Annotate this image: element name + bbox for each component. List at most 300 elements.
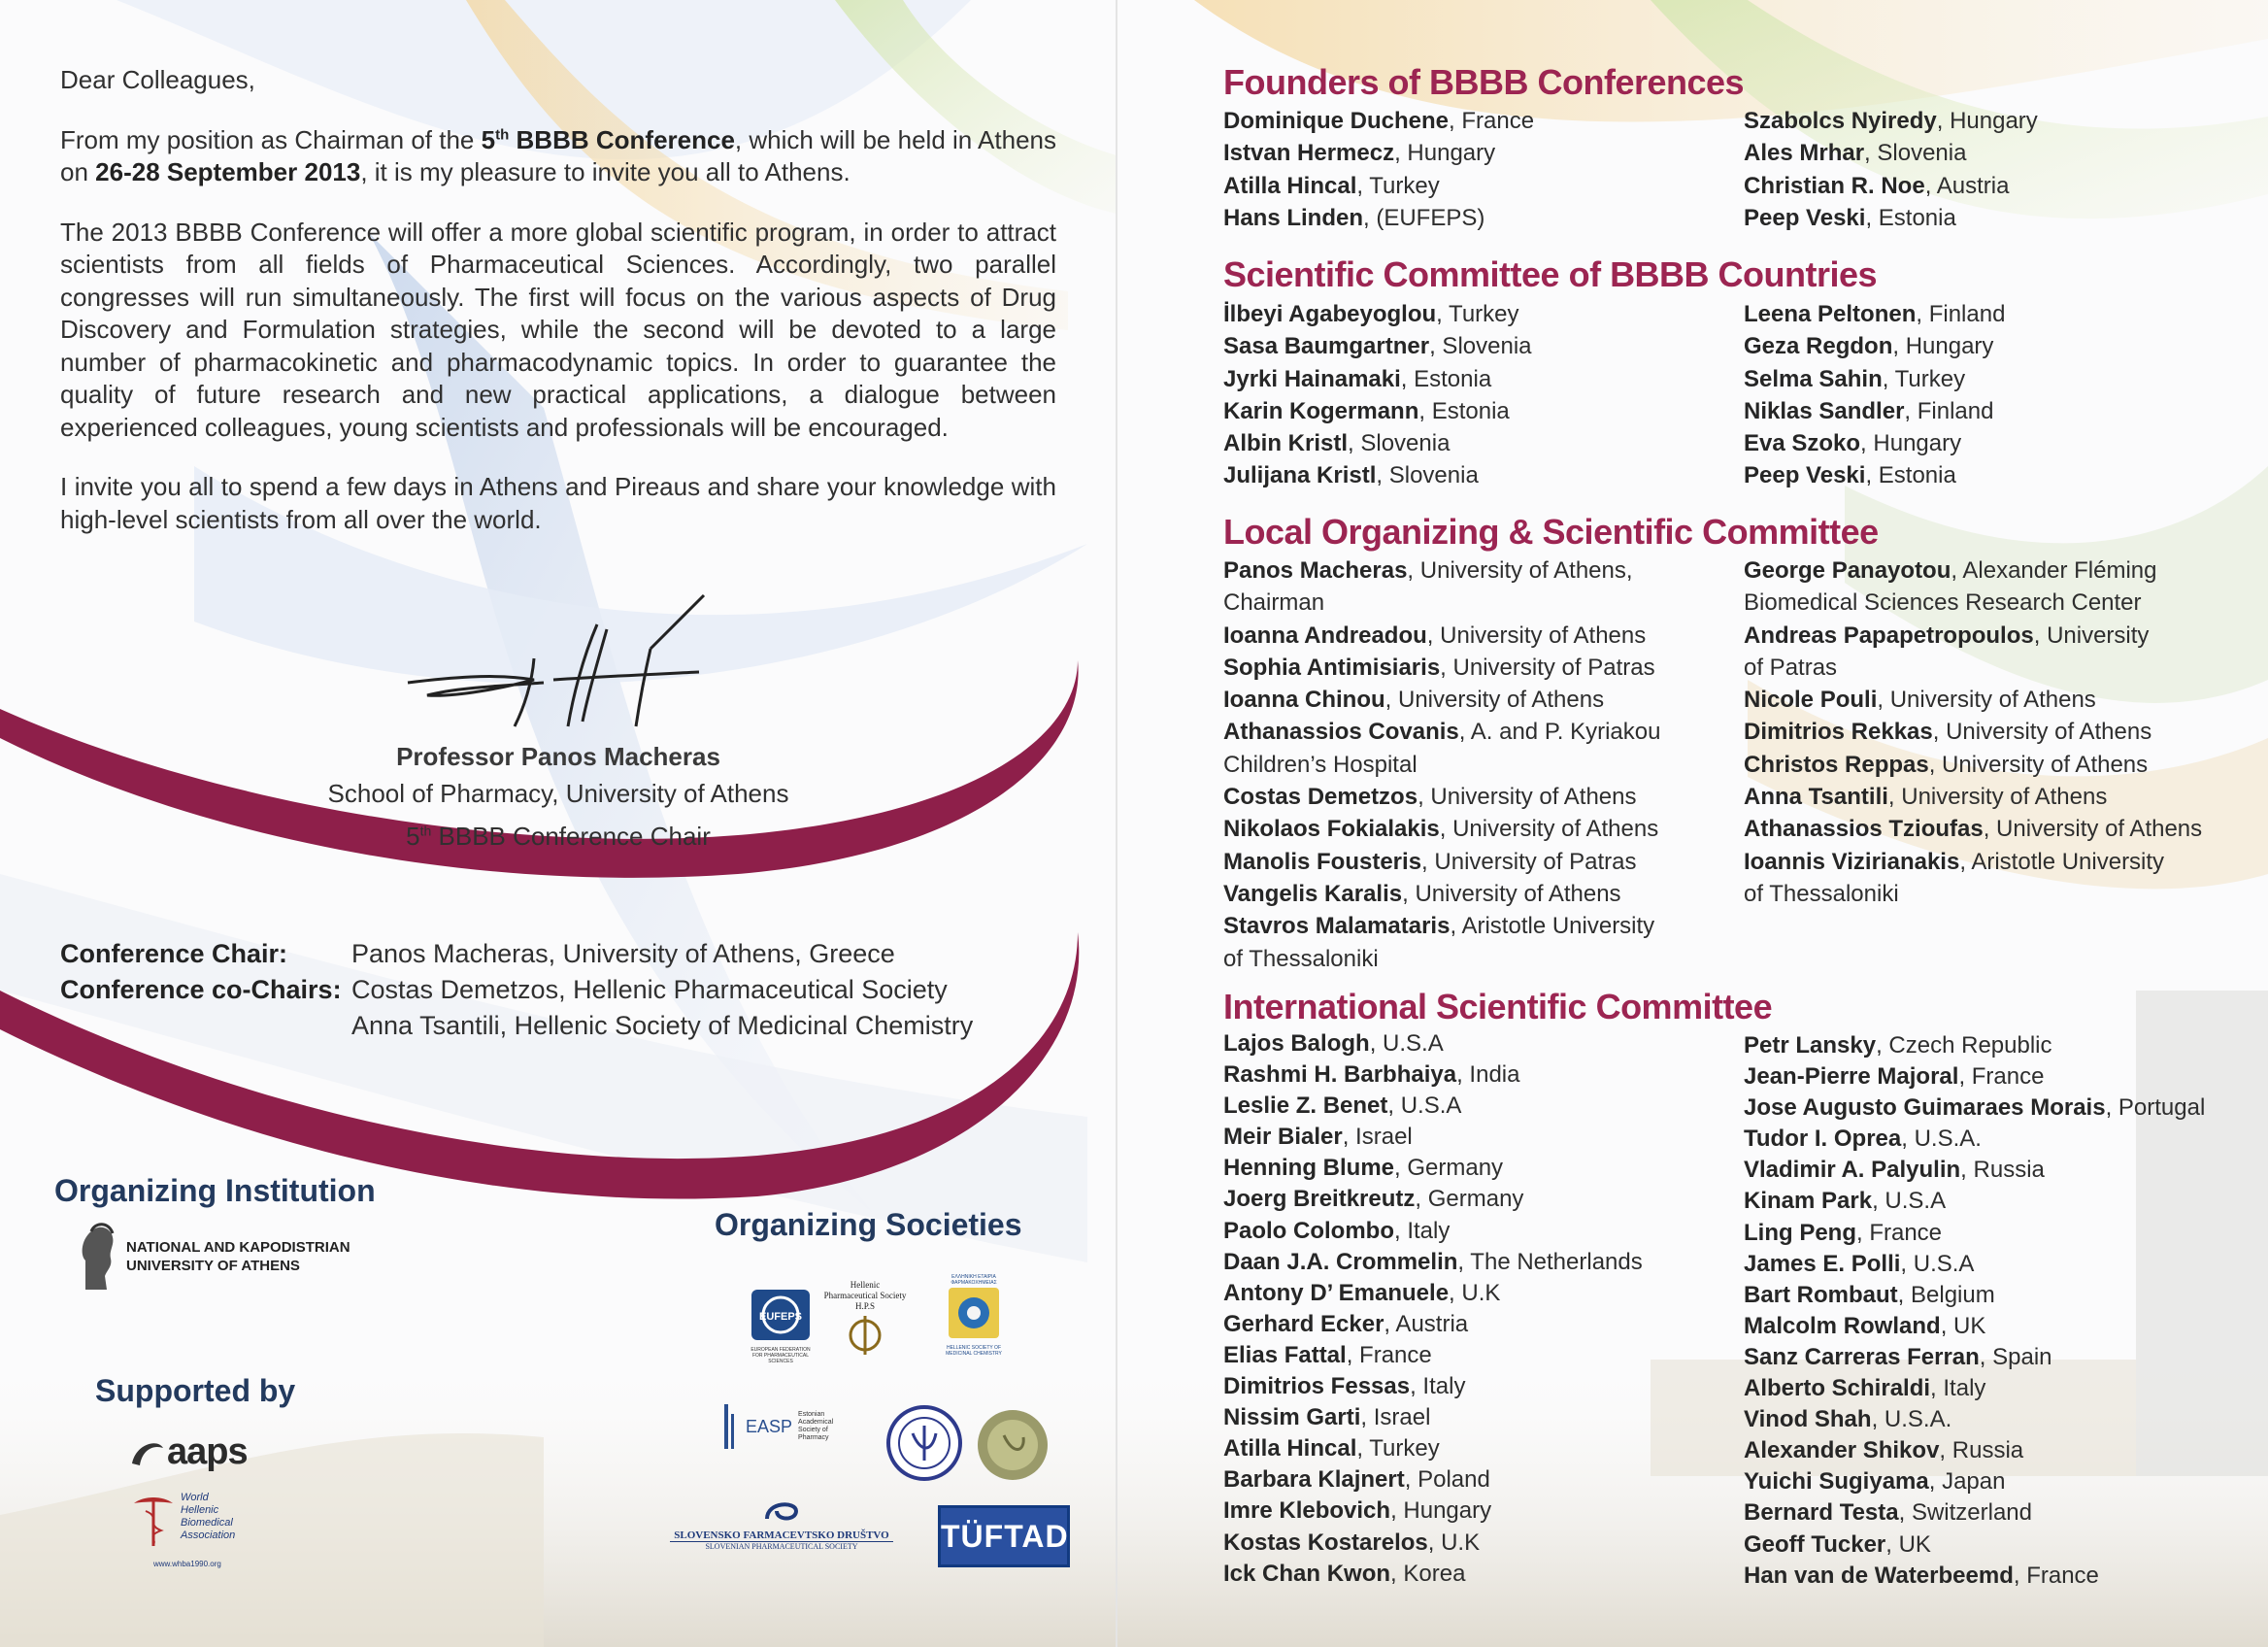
sfd-subtitle: SLOVENIAN PHARMACEUTICAL SOCIETY: [670, 1541, 893, 1551]
member-name: Vladimir A. Palyulin: [1744, 1157, 1961, 1184]
member-name: Han van de Waterbeemd: [1744, 1562, 2014, 1589]
member-name: Ioannis Vizirianakis: [1744, 848, 1960, 875]
committee-member: [1223, 1184, 1643, 1215]
caduceus-icon: [130, 1492, 177, 1548]
member-name: Karin Kogermann: [1223, 397, 1419, 424]
member-affiliation: , Hungary: [1860, 430, 1962, 457]
member-affiliation: Biomedical Sciences Research Center: [1744, 589, 2142, 617]
member-affiliation: , Aristotle University: [1450, 913, 1655, 940]
member-affiliation: Chairman: [1223, 589, 1325, 617]
right-panel: [1117, 0, 2268, 1647]
member-affiliation: , University of Athens,: [1407, 557, 1633, 584]
committee-member: [1744, 1497, 2205, 1529]
committee-member: [1744, 1404, 2205, 1435]
member-name: Jyrki Hainamaki: [1223, 365, 1401, 392]
sfd-logo: [670, 1496, 893, 1551]
committee-member: [1223, 1247, 1643, 1278]
member-affiliation: , U.S.A.: [1901, 1126, 1982, 1153]
member-affiliation: , Slovenia: [1864, 140, 1967, 167]
committee-member: [1223, 555, 1660, 587]
left-panel: [0, 0, 1117, 1647]
member-affiliation: , University of Athens: [1439, 816, 1659, 843]
committee-member: [1744, 1124, 2205, 1155]
member-affiliation: , India: [1456, 1061, 1520, 1089]
member-affiliation: , University of Athens: [1932, 719, 2152, 746]
member-name: Manolis Fousteris: [1223, 848, 1422, 875]
member-name: Sasa Baumgartner: [1223, 333, 1430, 360]
international-list-left: [1223, 1028, 1643, 1590]
member-name: Christian R. Noe: [1744, 172, 1925, 199]
member-affiliation: , U.S.A: [1369, 1030, 1444, 1057]
member-name: Malcolm Rowland: [1744, 1312, 1941, 1339]
committee-member: [1223, 684, 1660, 716]
hps-line-2: Pharmaceutical Society: [823, 1291, 907, 1300]
member-affiliation: , Slovenia: [1376, 462, 1479, 489]
handwritten-signature: [388, 590, 709, 736]
letter-paragraph-2: The 2013 BBBB Conference will offer a more global scientific program, in order to attract scientists from all fields of Pharmaceutical Sciences. Accordingly, two parallel congresses will run simultaneously. The first will focus on the various aspects of Drug Discovery and Formulation strategies, while the second will be devoted to a large number of pharmacokinetic and pharmacodynamic topics. In order to guarantee the quality of future research and new practical applications, a dialogue between experienced colleagues, young scientists and professionals will be encouraged.: [60, 217, 1056, 442]
whba-line-2: Hellenic: [181, 1504, 219, 1516]
member-name: Dominique Duchene: [1223, 108, 1450, 134]
member-name: Atilla Hincal: [1223, 1435, 1357, 1462]
member-affiliation: , Turkey: [1356, 1435, 1440, 1462]
member-affiliation: , Hungary: [1390, 1497, 1492, 1525]
committee-member: [1744, 684, 2202, 716]
easp-logo: [722, 1404, 856, 1449]
committee-member: [1744, 298, 2005, 330]
committee-member: [1744, 427, 2005, 459]
member-name: Nissim Garti: [1223, 1404, 1361, 1431]
aaps-logo: [128, 1431, 248, 1473]
member-affiliation: , Spain: [1979, 1343, 2052, 1370]
member-affiliation: , Estonia: [1400, 365, 1492, 392]
member-name: Leena Peltonen: [1744, 301, 1917, 327]
committee-member: [1223, 652, 1660, 684]
member-name: Julijana Kristl: [1223, 462, 1377, 489]
member-affiliation: , France: [1856, 1219, 1943, 1246]
eufeps-emblem-icon: [750, 1288, 812, 1342]
local-committee-list-right: [1744, 555, 2202, 910]
letter-paragraph-3: I invite you all to spend a few days in Athens and Pireaus and share your knowledge with high-level scientists from all over the world.: [60, 472, 1056, 534]
member-name: Selma Sahin: [1744, 365, 1883, 392]
member-affiliation: , (EUFEPS): [1363, 204, 1485, 231]
member-affiliation: , Germany: [1394, 1155, 1504, 1182]
international-committee-heading: International Scientific Committee: [1223, 987, 1773, 1026]
committee-member: [1223, 781, 1660, 813]
member-affiliation: , Estonia: [1865, 204, 1956, 231]
aaps-swirl-icon: [128, 1436, 167, 1469]
committee-member: [1744, 105, 2038, 137]
committee-member: [1223, 1496, 1643, 1527]
committee-member: [1744, 137, 2038, 169]
committee-member: [1744, 846, 2202, 878]
cochair-1: Costas Demetzos, Hellenic Pharmaceutical Society: [351, 975, 948, 1004]
committee-member: [1223, 1528, 1643, 1559]
member-affiliation: , U.S.A: [1387, 1092, 1462, 1120]
committee-member: [1744, 330, 2005, 362]
member-name: İlbeyi Agabeyoglou: [1223, 301, 1437, 327]
local-committee-list-left: [1223, 555, 1660, 975]
member-name: Albin Kristl: [1223, 430, 1349, 457]
easp-bars-icon: [722, 1404, 742, 1449]
member-name: Ioanna Andreadou: [1223, 622, 1427, 649]
member-affiliation: , Poland: [1404, 1466, 1490, 1494]
member-name: Ales Mrhar: [1744, 140, 1865, 167]
member-affiliation: , University of Patras: [1440, 654, 1655, 681]
hps-emblem-icon: [846, 1312, 884, 1357]
member-affiliation: , Austria: [1384, 1310, 1469, 1337]
committee-member: [1223, 1309, 1643, 1340]
member-name: Peep Veski: [1744, 462, 1866, 489]
local-committee-heading: Local Organizing & Scientific Committee: [1223, 512, 1879, 552]
member-name: Atilla Hincal: [1223, 172, 1357, 199]
member-affiliation: , Russia: [1960, 1157, 2045, 1184]
member-affiliation: Children’s Hospital: [1223, 751, 1418, 778]
member-affiliation: , Hungary: [1892, 333, 1994, 360]
member-affiliation: , Russia: [1939, 1437, 2024, 1464]
member-name: Sanz Carreras Ferran: [1744, 1343, 1980, 1370]
member-affiliation: , University of Athens: [1402, 880, 1621, 907]
whba-logo: [130, 1492, 235, 1548]
member-name: Panos Macheras: [1223, 557, 1408, 584]
committee-member: [1223, 330, 1532, 362]
member-affiliation: , Slovenia: [1348, 430, 1451, 457]
member-affiliation: , U.K: [1449, 1279, 1501, 1306]
hsmc-top-text: ΕΛΛΗΝΙΚΗ ΕΤΑΙΡΙΑ ΦΑΡΜΑΚΟΧΗΜΕΙΑΣ: [951, 1274, 997, 1286]
member-name: Yuichi Sugiyama: [1744, 1468, 1929, 1496]
chair-label: Conference Chair:: [60, 939, 288, 968]
member-affiliation: , University of Athens: [1887, 784, 2108, 811]
committee-member: [1744, 1280, 2205, 1311]
committee-member: [1223, 1153, 1643, 1184]
committee-member: [1744, 878, 2202, 910]
signer-role: 5th BBBB Conference Chair: [406, 822, 711, 851]
member-affiliation: , University of Athens: [1384, 687, 1605, 714]
member-affiliation: , University of Athens: [1928, 751, 2149, 778]
member-name: Ling Peng: [1744, 1219, 1856, 1246]
committee-member: [1223, 943, 1660, 975]
member-affiliation: , University of Athens: [1418, 784, 1637, 811]
member-name: Kinam Park: [1744, 1188, 1873, 1215]
member-name: Eva Szoko: [1744, 430, 1861, 457]
committee-member: [1223, 1433, 1643, 1464]
greeting: Dear Colleagues,: [60, 65, 255, 94]
member-affiliation: , Belgium: [1897, 1281, 1995, 1308]
member-name: Athanassios Covanis: [1223, 719, 1459, 746]
cochairs-label: Conference co-Chairs:: [60, 975, 342, 1004]
member-affiliation: , A. and P. Kyriakou: [1458, 719, 1661, 746]
committee-member: [1223, 813, 1660, 845]
member-affiliation: , Estonia: [1418, 397, 1510, 424]
committee-member: [1744, 716, 2202, 748]
member-name: Jean-Pierre Majoral: [1744, 1063, 1959, 1091]
member-name: Ioanna Chinou: [1223, 687, 1385, 714]
member-affiliation: , Italy: [1410, 1373, 1466, 1400]
letter-paragraph-1: From my position as Chairman of the 5th BBBB Conference, which will be held in Athens on 26-28 September 2013, it is my pleasure to invite you all to Athens.: [60, 124, 1057, 186]
member-name: Nikolaos Fokialakis: [1223, 816, 1440, 843]
whba-line-3: Biomedical: [181, 1517, 233, 1529]
international-list-right: [1744, 1030, 2205, 1592]
committee-member: [1223, 202, 1534, 234]
svg-text:EUFEPS: EUFEPS: [758, 1311, 803, 1323]
member-affiliation: of Thessaloniki: [1223, 945, 1379, 972]
committee-member: [1223, 1028, 1643, 1059]
committee-member: [1744, 781, 2202, 813]
scientific-bbbb-heading: Scientific Committee of BBBB Countries: [1223, 254, 1878, 294]
committee-member: [1744, 170, 2038, 202]
member-affiliation: , Czech Republic: [1876, 1032, 2052, 1059]
member-name: Geoff Tucker: [1744, 1530, 1886, 1558]
member-affiliation: , Slovenia: [1429, 333, 1532, 360]
committee-member: [1744, 459, 2005, 491]
member-name: Vangelis Karalis: [1223, 880, 1403, 907]
member-name: Christos Reppas: [1744, 751, 1929, 778]
committee-member: [1223, 395, 1532, 427]
committee-member: [1744, 1466, 2205, 1497]
member-name: Rashmi H. Barbhaiya: [1223, 1061, 1457, 1089]
committee-member: [1223, 1402, 1643, 1433]
member-affiliation: , Korea: [1390, 1560, 1466, 1587]
tuftad-logo: TÜFTAD: [938, 1505, 1070, 1567]
member-name: Tudor I. Oprea: [1744, 1126, 1902, 1153]
invitation-letter: [60, 64, 1056, 563]
member-name: Niklas Sandler: [1744, 397, 1905, 424]
member-affiliation: , U.K: [1427, 1529, 1481, 1556]
member-affiliation: , Israel: [1360, 1404, 1431, 1431]
member-name: Petr Lansky: [1744, 1032, 1877, 1059]
member-name: Lajos Balogh: [1223, 1030, 1370, 1057]
member-name: George Panayotou: [1744, 557, 1951, 584]
chair-value: Panos Macheras, University of Athens, Greece: [351, 939, 895, 968]
committee-member: [1223, 363, 1532, 395]
committee-member: [1744, 555, 2202, 587]
member-name: Dimitrios Rekkas: [1744, 719, 1933, 746]
whba-line-4: Association: [181, 1529, 236, 1541]
committee-member: [1223, 716, 1660, 748]
member-name: Alberto Schiraldi: [1744, 1375, 1931, 1402]
member-name: Alexander Shikov: [1744, 1437, 1940, 1464]
member-name: Athanassios Tzioufas: [1744, 816, 1984, 843]
member-affiliation: , U.S.A.: [1871, 1406, 1952, 1433]
member-affiliation: , Portugal: [2105, 1094, 2206, 1122]
gold-medal-icon: [975, 1408, 1051, 1482]
member-affiliation: , University of Athens: [1426, 622, 1647, 649]
member-affiliation: , Estonia: [1865, 462, 1956, 489]
member-affiliation: , U.S.A: [1900, 1250, 1975, 1277]
committee-member: [1744, 1342, 2205, 1373]
committee-member: [1744, 1561, 2205, 1592]
scientific-bbbb-list-right: [1744, 298, 2005, 492]
member-affiliation: , Turkey: [1882, 365, 1966, 392]
member-name: Daan J.A. Crommelin: [1223, 1248, 1458, 1275]
committee-member: [1744, 587, 2202, 619]
committee-member: [1223, 1091, 1643, 1122]
committee-member: [1223, 1340, 1643, 1371]
committee-member: [1223, 620, 1660, 652]
signer-block: [243, 738, 874, 855]
member-name: Kostas Kostarelos: [1223, 1529, 1428, 1556]
member-name: Bart Rombaut: [1744, 1281, 1898, 1308]
member-affiliation: , Turkey: [1356, 172, 1440, 199]
member-affiliation: , University of Patras: [1421, 848, 1637, 875]
uoa-line-2: UNIVERSITY OF ATHENS: [126, 1258, 300, 1274]
member-affiliation: , The Netherlands: [1457, 1248, 1643, 1275]
member-affiliation: , University of Athens: [1877, 687, 2096, 714]
organizing-institution-heading: Organizing Institution: [54, 1173, 376, 1208]
committee-member: [1744, 395, 2005, 427]
eufeps-logo: [746, 1288, 816, 1364]
member-affiliation: , University of Athens: [1983, 816, 2203, 843]
member-affiliation: , Italy: [1930, 1375, 1986, 1402]
whba-url: www.whba1990.org: [153, 1560, 221, 1568]
member-name: Peep Veski: [1744, 204, 1866, 231]
member-name: Jose Augusto Guimaraes Morais: [1744, 1094, 2106, 1122]
member-name: Ick Chan Kwon: [1223, 1560, 1391, 1587]
aaps-name: aaps: [167, 1431, 248, 1472]
committee-member: [1744, 363, 2005, 395]
member-name: Imre Klebovich: [1223, 1497, 1391, 1525]
sfd-emblem-icon: [757, 1496, 806, 1525]
member-name: Geza Regdon: [1744, 333, 1893, 360]
organizing-societies-heading: Organizing Societies: [715, 1207, 1022, 1242]
committee-member: [1223, 749, 1660, 781]
committee-member: [1223, 1122, 1643, 1153]
member-name: Bernard Testa: [1744, 1499, 1899, 1527]
committee-member: [1744, 1373, 2205, 1404]
hps-line-3: H.P.S: [854, 1301, 875, 1311]
committee-member: [1744, 1030, 2205, 1061]
founders-heading: Founders of BBBB Conferences: [1223, 62, 1745, 102]
pharmacy-seal-icon: [885, 1404, 963, 1482]
member-affiliation: , Germany: [1415, 1186, 1524, 1213]
member-name: Leslie Z. Benet: [1223, 1092, 1388, 1120]
member-affiliation: , Italy: [1394, 1217, 1451, 1244]
sfd-name: SLOVENSKO FARMACEVTSKO DRUŠTVO: [674, 1529, 889, 1541]
committee-member: [1744, 749, 2202, 781]
hps-line-1: Hellenic: [850, 1280, 881, 1290]
committee-member: [1223, 137, 1534, 169]
committee-member: [1744, 1061, 2205, 1092]
member-name: Henning Blume: [1223, 1155, 1395, 1182]
member-affiliation: , Austria: [1924, 172, 2010, 199]
cochair-2: Anna Tsantili, Hellenic Society of Medicinal Chemistry: [351, 1011, 974, 1040]
member-affiliation: , University: [2033, 622, 2150, 649]
committee-member: [1223, 427, 1532, 459]
committee-member: [1223, 1464, 1643, 1496]
member-affiliation: , Alexander Fléming: [1951, 557, 2157, 584]
member-name: James E. Polli: [1744, 1250, 1901, 1277]
member-name: Elias Fattal: [1223, 1341, 1347, 1368]
committee-member: [1744, 1092, 2205, 1124]
committee-member: [1744, 1218, 2205, 1249]
member-name: Sophia Antimisiaris: [1223, 654, 1441, 681]
member-affiliation: , Japan: [1928, 1468, 2006, 1496]
member-affiliation: , France: [1346, 1341, 1432, 1368]
committee-member: [1744, 1529, 2205, 1561]
member-affiliation: , Hungary: [1394, 140, 1496, 167]
member-affiliation: , Israel: [1342, 1124, 1413, 1151]
member-name: Gerhard Ecker: [1223, 1310, 1384, 1337]
scientific-bbbb-list-left: [1223, 298, 1532, 492]
easp-subtitle: Estonian Academical Society of Pharmacy: [798, 1411, 834, 1441]
member-affiliation: , Switzerland: [1898, 1499, 2032, 1527]
member-name: Andreas Papapetropoulos: [1744, 622, 2034, 649]
member-affiliation: , UK: [1885, 1530, 1931, 1558]
member-name: Istvan Hermecz: [1223, 140, 1395, 167]
hps-logo: [821, 1280, 909, 1360]
easp-name: EASP: [746, 1416, 793, 1436]
hsmc-logo: [938, 1274, 1010, 1357]
committee-member: [1744, 1311, 2205, 1342]
committee-member: [1744, 202, 2038, 234]
whba-line-1: World: [181, 1492, 209, 1503]
founders-list-right: [1744, 105, 2038, 234]
committee-member: [1223, 1371, 1643, 1402]
member-affiliation: of Patras: [1744, 654, 1838, 681]
member-affiliation: , Finland: [1904, 397, 1994, 424]
member-name: Szabolcs Nyiredy: [1744, 108, 1937, 134]
member-affiliation: , UK: [1940, 1312, 1986, 1339]
committee-member: [1744, 1155, 2205, 1186]
athena-head-icon: [76, 1222, 117, 1292]
committee-member: [1223, 1559, 1643, 1590]
eufeps-subtitle: EUROPEAN FEDERATION FOR PHARMACEUTICAL SCIENCES: [750, 1347, 811, 1364]
committee-member: [1744, 620, 2202, 652]
committee-member: [1744, 813, 2202, 845]
member-name: Antony D’ Emanuele: [1223, 1279, 1450, 1306]
uoa-line-1: NATIONAL AND KAPODISTRIAN: [126, 1239, 350, 1256]
member-affiliation: , Finland: [1916, 301, 2006, 327]
committee-member: [1223, 878, 1660, 910]
member-name: Vinod Shah: [1744, 1406, 1872, 1433]
member-affiliation: , Aristotle University: [1959, 848, 2165, 875]
member-name: Dimitrios Fessas: [1223, 1373, 1411, 1400]
signer-name: Professor Panos Macheras: [396, 742, 720, 771]
founders-list-left: [1223, 105, 1534, 234]
hsmc-bottom-text: HELLENIC SOCIETY OF MEDICINAL CHEMISTRY: [946, 1345, 1002, 1357]
uoa-logo: [76, 1222, 350, 1292]
member-affiliation: , France: [2013, 1562, 2099, 1589]
committee-member: [1223, 459, 1532, 491]
member-affiliation: , Hungary: [1936, 108, 2038, 134]
hsmc-emblem-icon: [945, 1286, 1003, 1340]
member-name: Stavros Malamataris: [1223, 913, 1451, 940]
committee-member: [1744, 1249, 2205, 1280]
member-name: Joerg Breitkreutz: [1223, 1186, 1416, 1213]
member-affiliation: , U.S.A: [1872, 1188, 1947, 1215]
committee-member: [1744, 1435, 2205, 1466]
member-name: Anna Tsantili: [1744, 784, 1888, 811]
member-affiliation: , France: [1958, 1063, 2045, 1091]
signer-affiliation: School of Pharmacy, University of Athens: [327, 779, 789, 808]
committee-member: [1223, 587, 1660, 619]
committee-member: [1223, 1278, 1643, 1309]
member-affiliation: of Thessaloniki: [1744, 880, 1899, 907]
member-affiliation: , Turkey: [1436, 301, 1519, 327]
committee-member: [1223, 846, 1660, 878]
conference-chairs: [60, 936, 973, 1044]
member-name: Costas Demetzos: [1223, 784, 1418, 811]
committee-member: [1223, 1059, 1643, 1091]
supported-by-heading: Supported by: [95, 1373, 296, 1408]
committee-member: [1223, 910, 1660, 942]
committee-member: [1744, 1186, 2205, 1217]
committee-member: [1223, 105, 1534, 137]
committee-member: [1223, 298, 1532, 330]
member-name: Paolo Colombo: [1223, 1217, 1394, 1244]
member-affiliation: , France: [1449, 108, 1535, 134]
committee-member: [1223, 1216, 1643, 1247]
member-name: Barbara Klajnert: [1223, 1466, 1405, 1494]
